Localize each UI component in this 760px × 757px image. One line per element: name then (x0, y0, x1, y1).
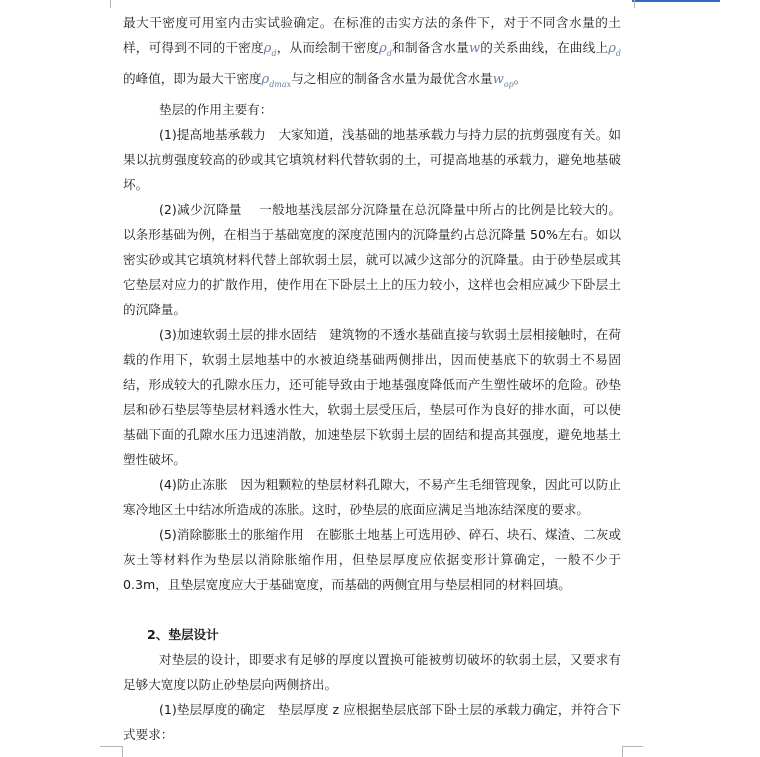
page-corner-mark-bottom-left (100, 746, 123, 757)
paragraph-compaction (123, 10, 621, 97)
document-page (123, 10, 621, 747)
paragraph-design-requirements: 对垫层的设计，即要求有足够的厚度以置换可能被剪切破坏的软弱土层，又要求有足够大宽度以防止砂垫层向两侧挤出。 (123, 652, 621, 692)
text-run: 。 (513, 71, 527, 86)
paragraph-function-3-drainage: (3)加速软弱土层的排水固结 建筑物的不透水基础直接与软弱土层相接触时，在荷载的作用下，软弱土层地基中的水被迫绕基础两侧排出，因而使基底下的软弱土不易固结，形成较大的孔隙水压力，还可能导致由于地基强度降低而产生塑性破坏的危险。砂垫层和砂石垫层等垫层材料透水性大，软弱土层受压后，垫层可作为良好的排水面，可以使基础下面的孔隙水压力迅速消散，加速垫层下软弱土层的固结和提高其强度，避免地基土塑性破坏。 (123, 327, 621, 467)
section-heading-cushion-design: 2、垫层设计 (147, 627, 219, 642)
text-run: 最大干密度可用室内击实试验确定。在标准的击实方法的条件下，对于不同含水量的土样，可得到不同的干密度 (123, 15, 621, 55)
symbol-rho-d: $\rho_d$ (263, 41, 277, 58)
page-corner-mark-bottom-right (622, 746, 643, 757)
paragraph-function-5-expansive-soil: (5)消除膨胀土的胀缩作用 在膨胀土地基上可选用砂、碎石、块石、煤渣、二灰或灰土等材料作为垫层以消除胀缩作用，但垫层厚度应依据变形计算确定，一般不少于 0.3m，且垫层宽度应大于基础宽度，而基础的两侧宜用与垫层相同的材料回填。 (123, 527, 621, 592)
text-run: 与之相应的制备含水量为最优含水量 (291, 71, 493, 86)
page-corner-mark-top-right (634, 0, 635, 8)
paragraph-cushion-functions-intro: 垫层的作用主要有： (159, 102, 273, 117)
toolbar-accent-strip (632, 0, 720, 2)
paragraph-function-4-frost: (4)防止冻胀 因为粗颗粒的垫层材料孔隙大，不易产生毛细管现象，因此可以防止寒冷地区土中结冰所造成的冻胀。这时，砂垫层的底面应满足当地冻结深度的要求。 (123, 477, 621, 517)
paragraph-function-1-bearing-capacity: (1)提高地基承载力 大家知道，浅基础的地基承载力与持力层的抗剪强度有关。如果以抗剪强度较高的砂或其它填筑材料代替软弱的土，可提高地基的承载力，避免地基破坏。 (123, 127, 621, 192)
symbol-rho-d: $\rho_d$ (608, 41, 622, 58)
paragraph-function-2-settlement: (2)减少沉降量 一般地基浅层部分沉降量在总沉降量中所占的比例是比较大的。以条形基础为例，在相当于基础宽度的深度范围内的沉降量约占总沉降量 50%左右。如以密实砂或其它填筑材料代替上部软弱土层，就可以减少这部分的沉降量。由于砂垫层或其它垫层对应力的扩散作用，使作用在下卧层土上的压力较小，这样也会相应减少下卧层土的沉降量。 (123, 202, 621, 317)
page-corner-mark-top-left (110, 0, 111, 8)
symbol-w-op: $w_{op}$ (492, 72, 514, 89)
symbol-rho-dmax: $\rho_{dmax}$ (261, 72, 292, 89)
text-run: 和制备含水量 (391, 40, 469, 55)
text-run: ，从而绘制干密度 (276, 40, 380, 55)
text-run: 的峰值，即为最大干密度 (123, 71, 262, 86)
paragraph-thickness-determination: (1)垫层厚度的确定 垫层厚度 z 应根据垫层底部下卧土层的承载力确定，并符合下式要求： (123, 702, 621, 742)
symbol-w: w (468, 41, 481, 56)
text-run: 的关系曲线，在曲线上 (480, 40, 609, 55)
symbol-rho-d: $\rho_d$ (379, 41, 392, 58)
